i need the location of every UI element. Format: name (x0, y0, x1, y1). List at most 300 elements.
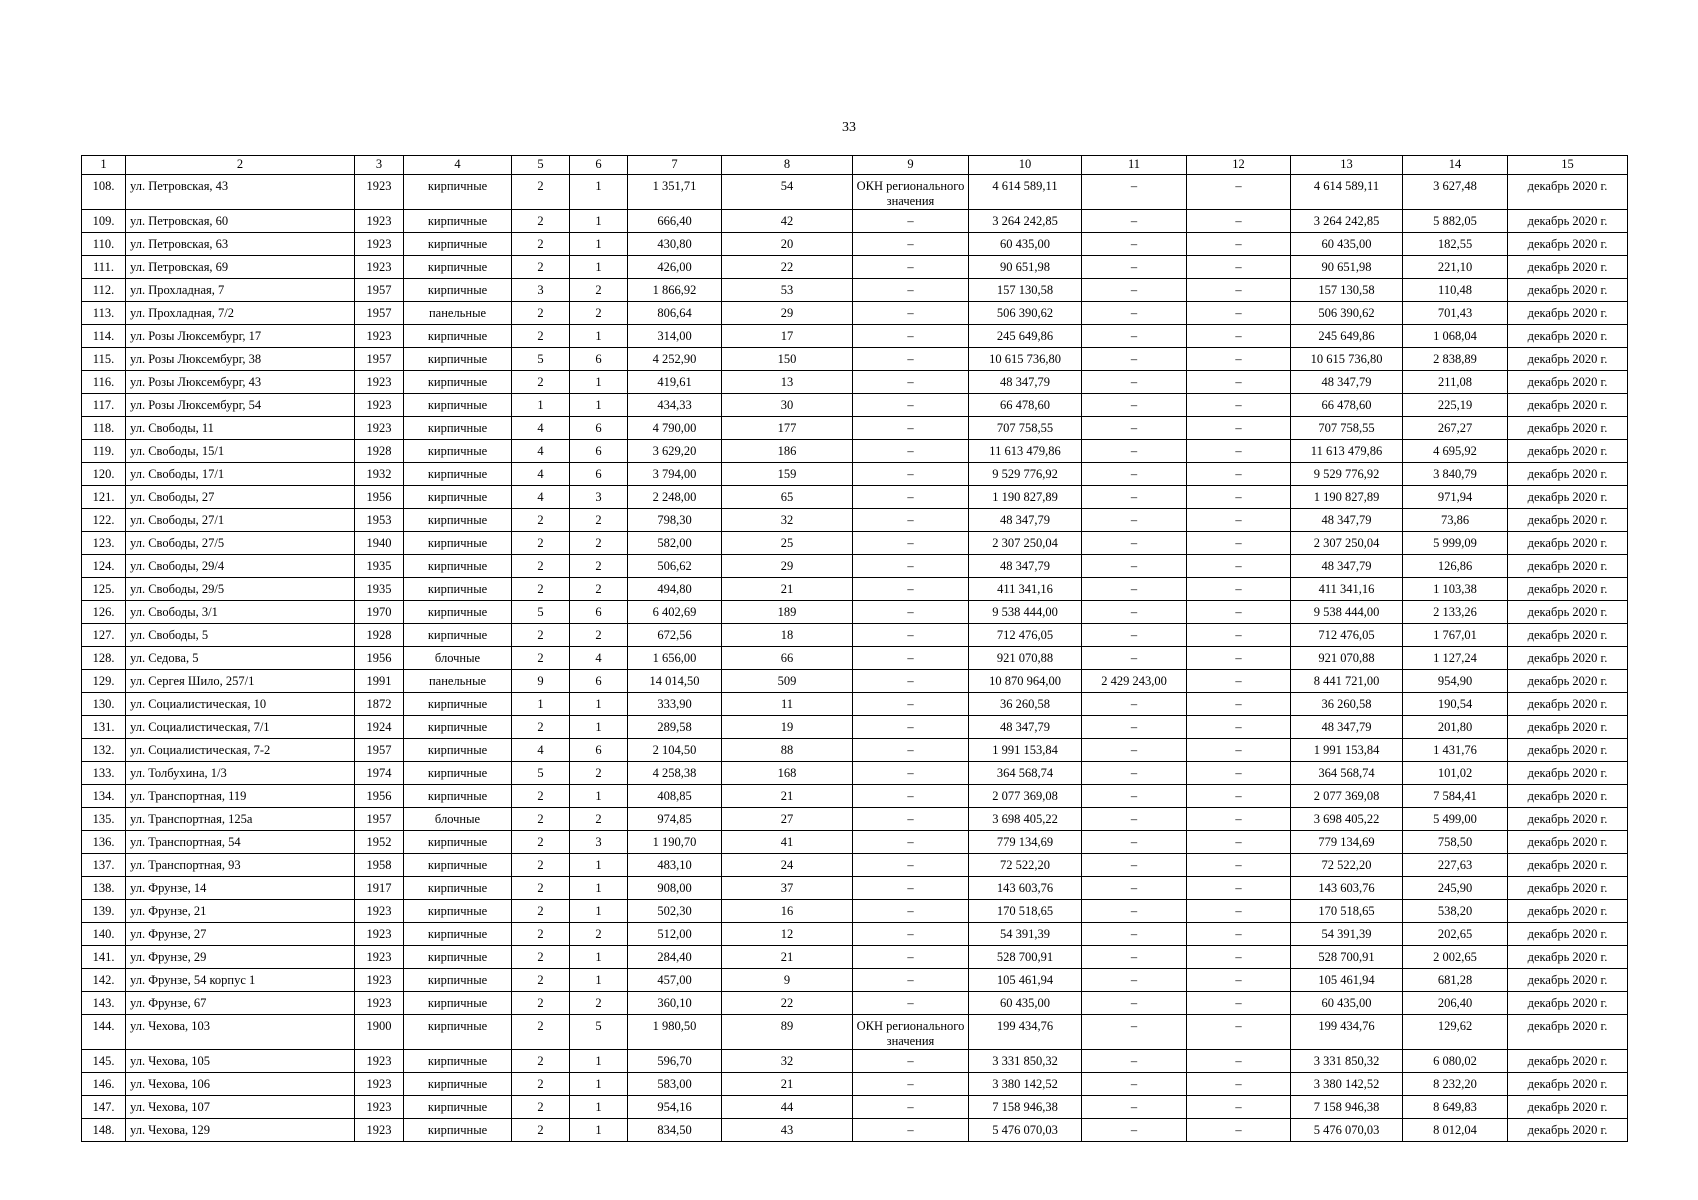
cell-wall-material: кирпичные (404, 440, 512, 463)
cell-address: ул. Седова, 5 (126, 647, 355, 670)
table-row (82, 440, 1628, 463)
cell-entrances: 6 (570, 463, 628, 486)
cell-wall-material: кирпичные (404, 785, 512, 808)
cell-entrances: 1 (570, 716, 628, 739)
cell-floors: 9 (512, 670, 570, 693)
cell-cost-col-13: 4 614 589,11 (1291, 175, 1403, 210)
cell-row-number: 115. (82, 348, 126, 371)
cell-address: ул. Транспортная, 54 (126, 831, 355, 854)
cell-heritage-status: – (853, 739, 969, 762)
cell-total-cost: 48 347,79 (969, 371, 1082, 394)
cell-entrances: 1 (570, 1073, 628, 1096)
cell-residents: 19 (722, 716, 853, 739)
cell-wall-material: кирпичные (404, 486, 512, 509)
cell-residents: 13 (722, 371, 853, 394)
cell-cost-col-13: 170 518,65 (1291, 900, 1403, 923)
page-number: 33 (842, 120, 856, 135)
cell-deadline: декабрь 2020 г. (1508, 578, 1628, 601)
cell-residents: 9 (722, 969, 853, 992)
cell-heritage-status: – (853, 279, 969, 302)
cell-area: 314,00 (628, 325, 722, 348)
column-header: 7 (628, 156, 722, 175)
cell-floors: 5 (512, 601, 570, 624)
cell-wall-material: кирпичные (404, 509, 512, 532)
cell-address: ул. Чехова, 103 (126, 1015, 355, 1050)
cell-cost-col-13: 9 529 776,92 (1291, 463, 1403, 486)
cell-cost-col-13: 364 568,74 (1291, 762, 1403, 785)
cell-cost-col-13: 10 615 736,80 (1291, 348, 1403, 371)
cell-year-built: 1872 (355, 693, 404, 716)
cell-residents: 22 (722, 992, 853, 1015)
cell-cost-col-13: 712 476,05 (1291, 624, 1403, 647)
cell-area: 512,00 (628, 923, 722, 946)
cell-address: ул. Розы Люксембург, 54 (126, 394, 355, 417)
cell-address: ул. Транспортная, 125а (126, 808, 355, 831)
cell-cost-per-unit: 1 103,38 (1403, 578, 1508, 601)
column-header: 11 (1082, 156, 1187, 175)
cell-address: ул. Свободы, 5 (126, 624, 355, 647)
table-row (82, 877, 1628, 900)
cell-cost-col-11: – (1082, 808, 1187, 831)
cell-residents: 89 (722, 1015, 853, 1050)
cell-cost-col-11: – (1082, 854, 1187, 877)
cell-deadline: декабрь 2020 г. (1508, 670, 1628, 693)
cell-total-cost: 3 331 850,32 (969, 1050, 1082, 1073)
cell-row-number: 116. (82, 371, 126, 394)
cell-year-built: 1991 (355, 670, 404, 693)
cell-area: 1 351,71 (628, 175, 722, 210)
cell-cost-col-13: 48 347,79 (1291, 371, 1403, 394)
cell-entrances: 2 (570, 578, 628, 601)
cell-total-cost: 72 522,20 (969, 854, 1082, 877)
cell-year-built: 1923 (355, 394, 404, 417)
cell-floors: 2 (512, 854, 570, 877)
cell-cost-per-unit: 221,10 (1403, 256, 1508, 279)
cell-wall-material: кирпичные (404, 233, 512, 256)
cell-address: ул. Фрунзе, 27 (126, 923, 355, 946)
cell-cost-col-12: – (1187, 175, 1291, 210)
cell-heritage-status: – (853, 509, 969, 532)
cell-deadline: декабрь 2020 г. (1508, 1073, 1628, 1096)
cell-cost-col-11: – (1082, 486, 1187, 509)
cell-cost-col-12: – (1187, 302, 1291, 325)
cell-heritage-status: – (853, 348, 969, 371)
cell-residents: 88 (722, 739, 853, 762)
cell-address: ул. Фрунзе, 29 (126, 946, 355, 969)
cell-year-built: 1956 (355, 486, 404, 509)
cell-cost-col-11: – (1082, 624, 1187, 647)
cell-wall-material: кирпичные (404, 210, 512, 233)
cell-floors: 2 (512, 175, 570, 210)
cell-wall-material: кирпичные (404, 1119, 512, 1142)
cell-entrances: 1 (570, 785, 628, 808)
cell-floors: 3 (512, 279, 570, 302)
cell-address: ул. Свободы, 17/1 (126, 463, 355, 486)
cell-cost-col-11: – (1082, 463, 1187, 486)
cell-residents: 29 (722, 555, 853, 578)
cell-row-number: 146. (82, 1073, 126, 1096)
cell-year-built: 1923 (355, 900, 404, 923)
cell-address: ул. Розы Люксембург, 43 (126, 371, 355, 394)
cell-cost-col-11: – (1082, 601, 1187, 624)
cell-address: ул. Социалистическая, 7/1 (126, 716, 355, 739)
cell-deadline: декабрь 2020 г. (1508, 417, 1628, 440)
cell-area: 806,64 (628, 302, 722, 325)
cell-cost-col-12: – (1187, 693, 1291, 716)
cell-cost-col-13: 60 435,00 (1291, 233, 1403, 256)
cell-total-cost: 9 538 444,00 (969, 601, 1082, 624)
cell-total-cost: 48 347,79 (969, 509, 1082, 532)
cell-floors: 2 (512, 900, 570, 923)
cell-cost-col-13: 199 434,76 (1291, 1015, 1403, 1050)
cell-heritage-status: – (853, 854, 969, 877)
cell-total-cost: 779 134,69 (969, 831, 1082, 854)
cell-heritage-status: – (853, 831, 969, 854)
cell-entrances: 1 (570, 1096, 628, 1119)
cell-row-number: 110. (82, 233, 126, 256)
cell-row-number: 109. (82, 210, 126, 233)
cell-residents: 17 (722, 325, 853, 348)
cell-residents: 66 (722, 647, 853, 670)
cell-cost-col-12: – (1187, 233, 1291, 256)
cell-cost-col-12: – (1187, 486, 1291, 509)
cell-row-number: 132. (82, 739, 126, 762)
cell-floors: 2 (512, 302, 570, 325)
cell-wall-material: кирпичные (404, 693, 512, 716)
cell-year-built: 1957 (355, 348, 404, 371)
cell-year-built: 1923 (355, 1050, 404, 1073)
cell-cost-col-13: 921 070,88 (1291, 647, 1403, 670)
cell-deadline: декабрь 2020 г. (1508, 693, 1628, 716)
cell-cost-col-13: 1 190 827,89 (1291, 486, 1403, 509)
cell-floors: 2 (512, 1050, 570, 1073)
table-row (82, 854, 1628, 877)
cell-floors: 2 (512, 808, 570, 831)
cell-heritage-status: – (853, 394, 969, 417)
cell-heritage-status: – (853, 877, 969, 900)
cell-area: 1 656,00 (628, 647, 722, 670)
cell-residents: 20 (722, 233, 853, 256)
cell-cost-col-11: – (1082, 716, 1187, 739)
cell-cost-col-13: 11 613 479,86 (1291, 440, 1403, 463)
cell-cost-col-13: 90 651,98 (1291, 256, 1403, 279)
cell-entrances: 2 (570, 279, 628, 302)
cell-cost-col-12: – (1187, 1050, 1291, 1073)
cell-address: ул. Фрунзе, 21 (126, 900, 355, 923)
cell-cost-col-13: 72 522,20 (1291, 854, 1403, 877)
cell-residents: 53 (722, 279, 853, 302)
cell-floors: 2 (512, 877, 570, 900)
cell-cost-col-11: – (1082, 440, 1187, 463)
cell-total-cost: 4 614 589,11 (969, 175, 1082, 210)
cell-area: 3 794,00 (628, 463, 722, 486)
cell-row-number: 124. (82, 555, 126, 578)
cell-cost-col-13: 2 307 250,04 (1291, 532, 1403, 555)
cell-entrances: 1 (570, 371, 628, 394)
cell-cost-col-12: – (1187, 670, 1291, 693)
cell-residents: 177 (722, 417, 853, 440)
cell-year-built: 1953 (355, 509, 404, 532)
cell-residents: 29 (722, 302, 853, 325)
cell-cost-col-12: – (1187, 1096, 1291, 1119)
cell-cost-col-13: 5 476 070,03 (1291, 1119, 1403, 1142)
cell-entrances: 2 (570, 624, 628, 647)
cell-cost-col-13: 3 264 242,85 (1291, 210, 1403, 233)
cell-wall-material: кирпичные (404, 624, 512, 647)
cell-total-cost: 60 435,00 (969, 233, 1082, 256)
cell-row-number: 135. (82, 808, 126, 831)
cell-cost-col-13: 60 435,00 (1291, 992, 1403, 1015)
cell-cost-col-11: – (1082, 394, 1187, 417)
cell-cost-col-12: – (1187, 946, 1291, 969)
cell-row-number: 111. (82, 256, 126, 279)
cell-row-number: 137. (82, 854, 126, 877)
cell-heritage-status: – (853, 670, 969, 693)
cell-cost-col-12: – (1187, 348, 1291, 371)
cell-wall-material: кирпичные (404, 992, 512, 1015)
cell-heritage-status: – (853, 256, 969, 279)
cell-entrances: 3 (570, 831, 628, 854)
cell-row-number: 130. (82, 693, 126, 716)
cell-address: ул. Чехова, 106 (126, 1073, 355, 1096)
cell-row-number: 131. (82, 716, 126, 739)
cell-address: ул. Чехова, 129 (126, 1119, 355, 1142)
cell-address: ул. Фрунзе, 54 корпус 1 (126, 969, 355, 992)
cell-area: 289,58 (628, 716, 722, 739)
cell-cost-per-unit: 1 767,01 (1403, 624, 1508, 647)
cell-entrances: 4 (570, 647, 628, 670)
cell-cost-per-unit: 2 838,89 (1403, 348, 1508, 371)
cell-floors: 2 (512, 946, 570, 969)
cell-cost-col-12: – (1187, 210, 1291, 233)
cell-address: ул. Свободы, 11 (126, 417, 355, 440)
cell-wall-material: кирпичные (404, 946, 512, 969)
table-row (82, 785, 1628, 808)
cell-address: ул. Петровская, 63 (126, 233, 355, 256)
cell-cost-col-11: – (1082, 1073, 1187, 1096)
cell-address: ул. Фрунзе, 67 (126, 992, 355, 1015)
cell-row-number: 121. (82, 486, 126, 509)
cell-year-built: 1958 (355, 854, 404, 877)
cell-entrances: 6 (570, 670, 628, 693)
cell-deadline: декабрь 2020 г. (1508, 348, 1628, 371)
cell-cost-col-11: – (1082, 509, 1187, 532)
cell-total-cost: 921 070,88 (969, 647, 1082, 670)
table-row (82, 1119, 1628, 1142)
cell-row-number: 142. (82, 969, 126, 992)
cell-cost-col-13: 8 441 721,00 (1291, 670, 1403, 693)
cell-floors: 2 (512, 578, 570, 601)
cell-cost-col-13: 9 538 444,00 (1291, 601, 1403, 624)
cell-cost-col-12: – (1187, 532, 1291, 555)
table-row (82, 831, 1628, 854)
cell-deadline: декабрь 2020 г. (1508, 1096, 1628, 1119)
cell-row-number: 113. (82, 302, 126, 325)
table-row (82, 992, 1628, 1015)
cell-heritage-status: – (853, 302, 969, 325)
cell-cost-col-13: 143 603,76 (1291, 877, 1403, 900)
cell-entrances: 1 (570, 900, 628, 923)
cell-heritage-status: ОКН регионального значения (853, 175, 969, 210)
cell-cost-per-unit: 7 584,41 (1403, 785, 1508, 808)
cell-cost-col-11: – (1082, 739, 1187, 762)
cell-entrances: 2 (570, 532, 628, 555)
cell-deadline: декабрь 2020 г. (1508, 854, 1628, 877)
cell-heritage-status: – (853, 532, 969, 555)
cell-floors: 2 (512, 210, 570, 233)
cell-total-cost: 10 615 736,80 (969, 348, 1082, 371)
cell-cost-col-11: – (1082, 175, 1187, 210)
cell-cost-col-11: – (1082, 210, 1187, 233)
cell-wall-material: панельные (404, 302, 512, 325)
cell-floors: 2 (512, 624, 570, 647)
cell-residents: 186 (722, 440, 853, 463)
table-row (82, 716, 1628, 739)
cell-wall-material: кирпичные (404, 601, 512, 624)
cell-row-number: 120. (82, 463, 126, 486)
cell-cost-per-unit: 227,63 (1403, 854, 1508, 877)
cell-heritage-status: – (853, 716, 969, 739)
cell-row-number: 133. (82, 762, 126, 785)
cell-heritage-status: – (853, 371, 969, 394)
cell-cost-col-11: – (1082, 325, 1187, 348)
cell-deadline: декабрь 2020 г. (1508, 1015, 1628, 1050)
cell-heritage-status: ОКН регионального значения (853, 1015, 969, 1050)
cell-wall-material: кирпичные (404, 463, 512, 486)
cell-entrances: 1 (570, 854, 628, 877)
cell-total-cost: 199 434,76 (969, 1015, 1082, 1050)
cell-deadline: декабрь 2020 г. (1508, 1050, 1628, 1073)
cell-area: 954,16 (628, 1096, 722, 1119)
cell-cost-col-12: – (1187, 279, 1291, 302)
cell-cost-per-unit: 1 431,76 (1403, 739, 1508, 762)
cell-cost-col-12: – (1187, 578, 1291, 601)
cell-year-built: 1917 (355, 877, 404, 900)
column-header: 1 (82, 156, 126, 175)
cell-deadline: декабрь 2020 г. (1508, 601, 1628, 624)
cell-cost-col-12: – (1187, 969, 1291, 992)
cell-wall-material: кирпичные (404, 417, 512, 440)
cell-cost-col-12: – (1187, 394, 1291, 417)
cell-cost-per-unit: 190,54 (1403, 693, 1508, 716)
cell-address: ул. Прохладная, 7/2 (126, 302, 355, 325)
cell-wall-material: кирпичные (404, 716, 512, 739)
table-row (82, 509, 1628, 532)
cell-entrances: 6 (570, 739, 628, 762)
column-header: 3 (355, 156, 404, 175)
cell-row-number: 126. (82, 601, 126, 624)
cell-total-cost: 707 758,55 (969, 417, 1082, 440)
cell-residents: 12 (722, 923, 853, 946)
cell-total-cost: 105 461,94 (969, 969, 1082, 992)
cell-floors: 4 (512, 486, 570, 509)
cell-cost-col-13: 105 461,94 (1291, 969, 1403, 992)
table-row (82, 693, 1628, 716)
cell-area: 430,80 (628, 233, 722, 256)
cell-floors: 2 (512, 923, 570, 946)
cell-area: 1 190,70 (628, 831, 722, 854)
cell-deadline: декабрь 2020 г. (1508, 969, 1628, 992)
cell-cost-per-unit: 6 080,02 (1403, 1050, 1508, 1073)
cell-deadline: декабрь 2020 г. (1508, 394, 1628, 417)
table-row (82, 923, 1628, 946)
cell-floors: 2 (512, 647, 570, 670)
table-row (82, 624, 1628, 647)
cell-row-number: 136. (82, 831, 126, 854)
cell-deadline: декабрь 2020 г. (1508, 371, 1628, 394)
cell-cost-per-unit: 701,43 (1403, 302, 1508, 325)
cell-cost-col-12: – (1187, 785, 1291, 808)
cell-area: 2 248,00 (628, 486, 722, 509)
cell-area: 1 980,50 (628, 1015, 722, 1050)
cell-cost-per-unit: 201,80 (1403, 716, 1508, 739)
table-body (82, 156, 1628, 1142)
cell-heritage-status: – (853, 693, 969, 716)
cell-total-cost: 60 435,00 (969, 992, 1082, 1015)
cell-residents: 41 (722, 831, 853, 854)
cell-address: ул. Свободы, 29/4 (126, 555, 355, 578)
cell-floors: 2 (512, 1119, 570, 1142)
cell-cost-per-unit: 2 133,26 (1403, 601, 1508, 624)
table-row (82, 670, 1628, 693)
cell-floors: 4 (512, 463, 570, 486)
cell-entrances: 1 (570, 877, 628, 900)
cell-cost-col-12: – (1187, 739, 1291, 762)
cell-total-cost: 2 307 250,04 (969, 532, 1082, 555)
cell-area: 596,70 (628, 1050, 722, 1073)
cell-cost-col-12: – (1187, 854, 1291, 877)
cell-address: ул. Транспортная, 93 (126, 854, 355, 877)
cell-total-cost: 157 130,58 (969, 279, 1082, 302)
cell-cost-col-13: 3 331 850,32 (1291, 1050, 1403, 1073)
housing-register-table (81, 155, 1628, 1142)
cell-row-number: 125. (82, 578, 126, 601)
cell-residents: 24 (722, 854, 853, 877)
cell-row-number: 140. (82, 923, 126, 946)
table-row (82, 210, 1628, 233)
cell-residents: 44 (722, 1096, 853, 1119)
cell-entrances: 1 (570, 325, 628, 348)
cell-address: ул. Петровская, 43 (126, 175, 355, 210)
cell-area: 494,80 (628, 578, 722, 601)
cell-row-number: 147. (82, 1096, 126, 1119)
cell-wall-material: кирпичные (404, 739, 512, 762)
cell-deadline: декабрь 2020 г. (1508, 532, 1628, 555)
cell-floors: 2 (512, 1073, 570, 1096)
cell-cost-col-13: 3 698 405,22 (1291, 808, 1403, 831)
cell-address: ул. Свободы, 29/5 (126, 578, 355, 601)
cell-cost-col-11: – (1082, 233, 1187, 256)
cell-deadline: декабрь 2020 г. (1508, 808, 1628, 831)
cell-year-built: 1957 (355, 279, 404, 302)
cell-cost-per-unit: 225,19 (1403, 394, 1508, 417)
cell-cost-col-12: – (1187, 463, 1291, 486)
cell-wall-material: кирпичные (404, 175, 512, 210)
cell-address: ул. Розы Люксембург, 38 (126, 348, 355, 371)
cell-floors: 2 (512, 1096, 570, 1119)
cell-cost-col-12: – (1187, 647, 1291, 670)
table-row (82, 1015, 1628, 1050)
cell-year-built: 1923 (355, 256, 404, 279)
cell-area: 2 104,50 (628, 739, 722, 762)
cell-deadline: декабрь 2020 г. (1508, 509, 1628, 532)
cell-cost-col-13: 48 347,79 (1291, 716, 1403, 739)
table-row (82, 900, 1628, 923)
cell-deadline: декабрь 2020 г. (1508, 946, 1628, 969)
cell-residents: 42 (722, 210, 853, 233)
cell-floors: 1 (512, 394, 570, 417)
cell-cost-col-11: – (1082, 900, 1187, 923)
